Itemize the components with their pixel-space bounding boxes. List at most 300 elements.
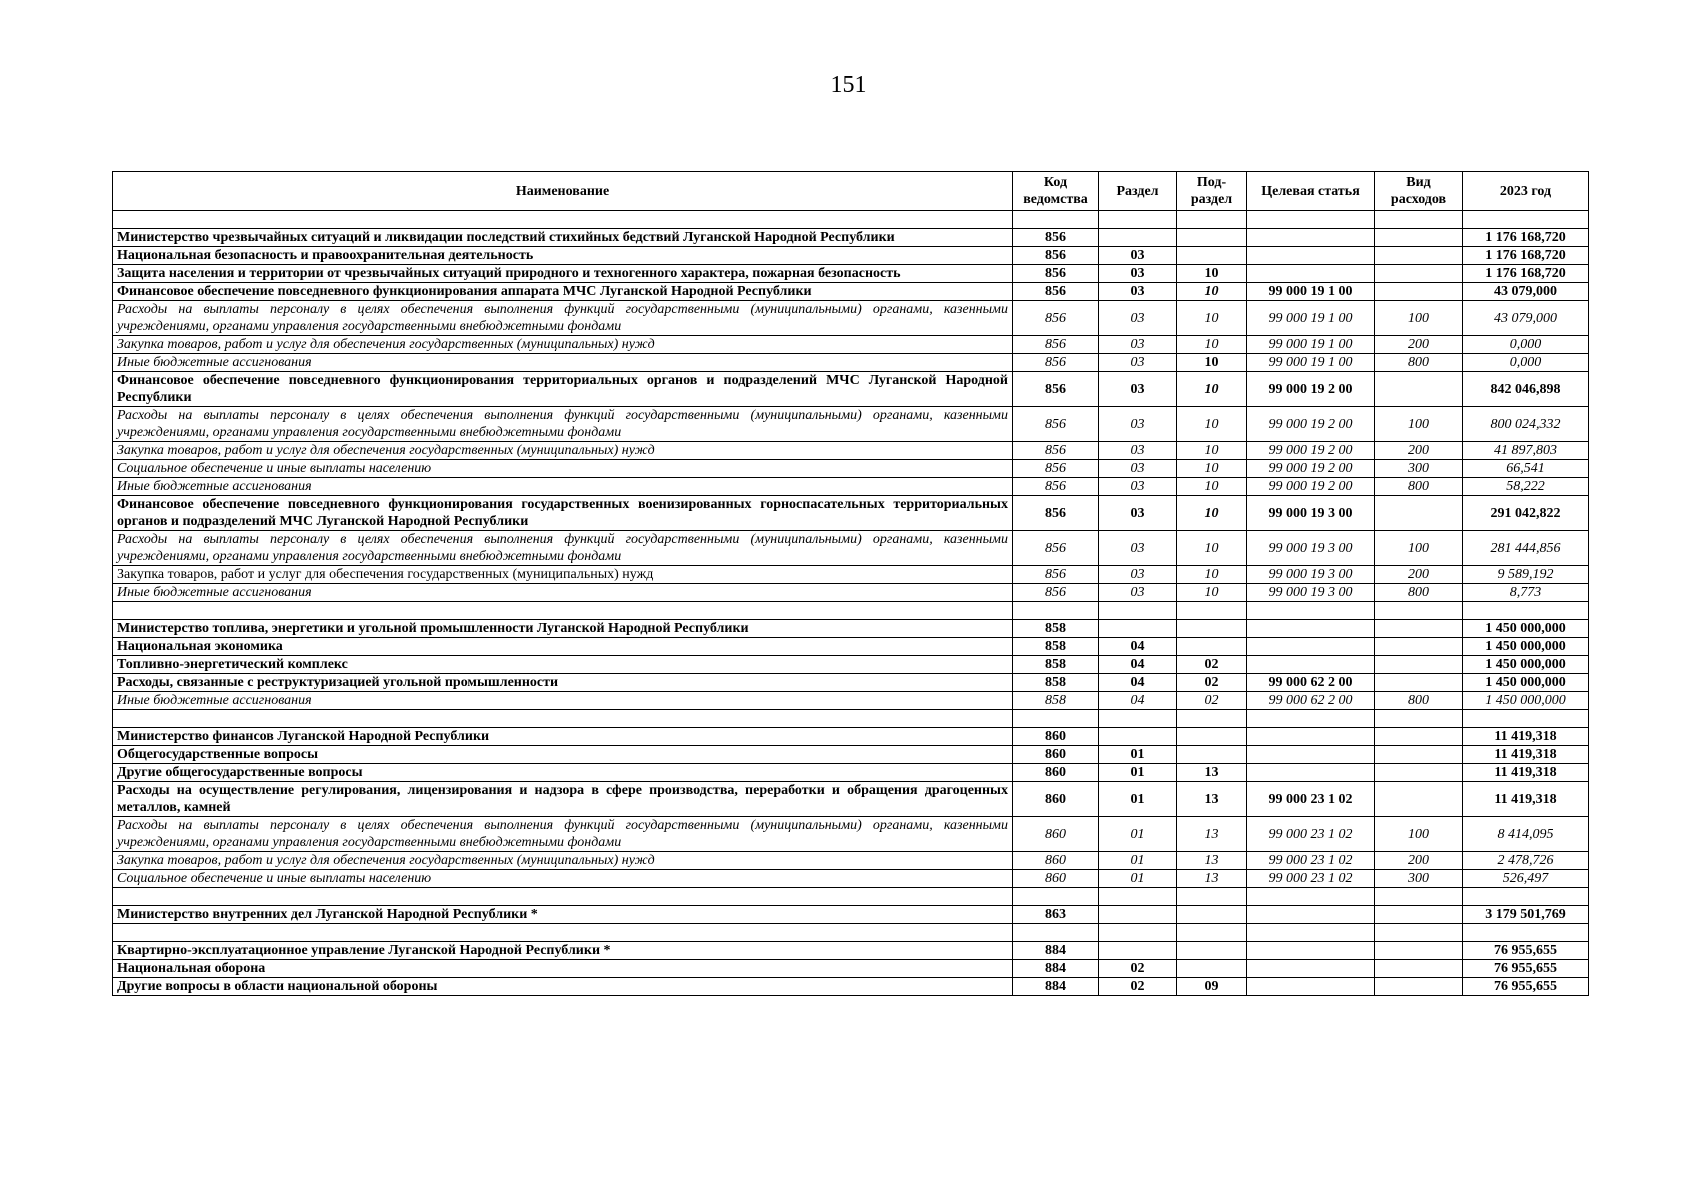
row-name: Национальная экономика <box>113 638 1013 656</box>
row-target <box>1247 764 1375 782</box>
row-section: 03 <box>1099 566 1177 584</box>
row-amount: 1 176 168,720 <box>1463 229 1589 247</box>
row-expense-type: 800 <box>1375 478 1463 496</box>
row-section: 03 <box>1099 247 1177 265</box>
spacer-row <box>113 710 1589 728</box>
row-section: 01 <box>1099 870 1177 888</box>
row-expense-type: 800 <box>1375 354 1463 372</box>
row-amount: 3 179 501,769 <box>1463 906 1589 924</box>
row-name: Финансовое обеспечение повседневного функционирования аппарата МЧС Луганской Народной Республики <box>113 283 1013 301</box>
row-name: Иные бюджетные ассигнования <box>113 692 1013 710</box>
row-section: 02 <box>1099 978 1177 996</box>
row-target <box>1247 924 1375 942</box>
header-section: Раздел <box>1099 172 1177 211</box>
row-amount: 1 450 000,000 <box>1463 692 1589 710</box>
table-row <box>113 852 1589 870</box>
row-amount: 842 046,898 <box>1463 372 1589 407</box>
row-subsection <box>1177 710 1247 728</box>
table-row <box>113 531 1589 566</box>
row-subsection: 09 <box>1177 978 1247 996</box>
row-code: 856 <box>1013 407 1099 442</box>
row-name: Закупка товаров, работ и услуг для обеспечения государственных (муниципальных) нужд <box>113 442 1013 460</box>
row-expense-type: 100 <box>1375 301 1463 336</box>
row-expense-type <box>1375 620 1463 638</box>
table-row <box>113 620 1589 638</box>
row-code: 860 <box>1013 817 1099 852</box>
row-target <box>1247 638 1375 656</box>
row-name <box>113 602 1013 620</box>
row-expense-type <box>1375 247 1463 265</box>
header-target: Целевая статья <box>1247 172 1375 211</box>
row-subsection <box>1177 229 1247 247</box>
row-amount: 11 419,318 <box>1463 728 1589 746</box>
row-subsection: 10 <box>1177 301 1247 336</box>
row-section: 03 <box>1099 442 1177 460</box>
row-code <box>1013 710 1099 728</box>
row-name: Национальная безопасность и правоохранительная деятельность <box>113 247 1013 265</box>
table-row <box>113 566 1589 584</box>
row-code: 860 <box>1013 728 1099 746</box>
row-target <box>1247 978 1375 996</box>
row-code: 858 <box>1013 620 1099 638</box>
table-row <box>113 942 1589 960</box>
row-target <box>1247 620 1375 638</box>
row-section <box>1099 924 1177 942</box>
row-amount: 0,000 <box>1463 336 1589 354</box>
row-section <box>1099 942 1177 960</box>
row-target: 99 000 19 1 00 <box>1247 301 1375 336</box>
budget-table <box>112 171 1589 996</box>
row-target: 99 000 19 3 00 <box>1247 531 1375 566</box>
row-target: 99 000 62 2 00 <box>1247 674 1375 692</box>
row-expense-type <box>1375 211 1463 229</box>
row-code: 858 <box>1013 656 1099 674</box>
row-section: 03 <box>1099 336 1177 354</box>
row-expense-type <box>1375 888 1463 906</box>
row-code: 858 <box>1013 692 1099 710</box>
row-name: Иные бюджетные ассигнования <box>113 478 1013 496</box>
row-target: 99 000 23 1 02 <box>1247 782 1375 817</box>
row-subsection <box>1177 620 1247 638</box>
header-year: 2023 год <box>1463 172 1589 211</box>
row-target <box>1247 728 1375 746</box>
row-amount: 11 419,318 <box>1463 764 1589 782</box>
row-subsection: 02 <box>1177 674 1247 692</box>
table-header-row <box>113 172 1589 211</box>
row-section: 03 <box>1099 301 1177 336</box>
page-number: 151 <box>830 72 867 98</box>
row-amount: 66,541 <box>1463 460 1589 478</box>
table-row <box>113 692 1589 710</box>
table-row <box>113 674 1589 692</box>
row-code: 884 <box>1013 960 1099 978</box>
row-code: 856 <box>1013 442 1099 460</box>
row-section: 03 <box>1099 496 1177 531</box>
table-row <box>113 870 1589 888</box>
table-row <box>113 764 1589 782</box>
row-amount: 291 042,822 <box>1463 496 1589 531</box>
row-amount <box>1463 602 1589 620</box>
row-name: Закупка товаров, работ и услуг для обеспечения государственных (муниципальных) нужд <box>113 852 1013 870</box>
table-row <box>113 229 1589 247</box>
spacer-row <box>113 888 1589 906</box>
row-target <box>1247 656 1375 674</box>
row-name: Другие общегосударственные вопросы <box>113 764 1013 782</box>
row-target <box>1247 746 1375 764</box>
row-name: Иные бюджетные ассигнования <box>113 584 1013 602</box>
row-target <box>1247 229 1375 247</box>
row-target: 99 000 19 1 00 <box>1247 336 1375 354</box>
row-target <box>1247 265 1375 283</box>
row-subsection <box>1177 746 1247 764</box>
row-amount: 1 450 000,000 <box>1463 638 1589 656</box>
table-row <box>113 283 1589 301</box>
row-subsection <box>1177 942 1247 960</box>
table-row <box>113 354 1589 372</box>
row-target: 99 000 62 2 00 <box>1247 692 1375 710</box>
row-section <box>1099 620 1177 638</box>
spacer-row <box>113 924 1589 942</box>
row-section: 01 <box>1099 817 1177 852</box>
row-name: Министерство внутренних дел Луганской Народной Республики * <box>113 906 1013 924</box>
row-section: 04 <box>1099 674 1177 692</box>
row-expense-type <box>1375 656 1463 674</box>
row-code: 856 <box>1013 354 1099 372</box>
row-amount: 1 176 168,720 <box>1463 265 1589 283</box>
row-amount: 1 450 000,000 <box>1463 620 1589 638</box>
table-row <box>113 265 1589 283</box>
row-code: 860 <box>1013 870 1099 888</box>
row-name: Расходы на выплаты персоналу в целях обеспечения выполнения функций государственными (муниципальными) органами, казенными учреждениями, органами управления государственными внебюджетными фондами <box>113 301 1013 336</box>
row-amount: 43 079,000 <box>1463 283 1589 301</box>
row-target: 99 000 19 2 00 <box>1247 372 1375 407</box>
row-subsection: 10 <box>1177 265 1247 283</box>
row-name: Министерство топлива, энергетики и угольной промышленности Луганской Народной Республики <box>113 620 1013 638</box>
row-section: 03 <box>1099 531 1177 566</box>
row-code: 884 <box>1013 942 1099 960</box>
row-amount: 76 955,655 <box>1463 942 1589 960</box>
row-code: 884 <box>1013 978 1099 996</box>
table-row <box>113 372 1589 407</box>
table-row <box>113 656 1589 674</box>
row-expense-type <box>1375 978 1463 996</box>
table-row <box>113 746 1589 764</box>
row-amount: 2 478,726 <box>1463 852 1589 870</box>
row-expense-type: 200 <box>1375 852 1463 870</box>
table-row <box>113 817 1589 852</box>
row-expense-type <box>1375 638 1463 656</box>
row-expense-type <box>1375 710 1463 728</box>
row-name: Финансовое обеспечение повседневного функционирования территориальных органов и подразделений МЧС Луганской Народной Республики <box>113 372 1013 407</box>
row-subsection: 13 <box>1177 852 1247 870</box>
row-subsection: 10 <box>1177 354 1247 372</box>
row-name <box>113 924 1013 942</box>
row-amount: 41 897,803 <box>1463 442 1589 460</box>
row-expense-type <box>1375 782 1463 817</box>
row-name: Общегосударственные вопросы <box>113 746 1013 764</box>
row-expense-type: 300 <box>1375 460 1463 478</box>
row-subsection: 13 <box>1177 817 1247 852</box>
row-subsection: 13 <box>1177 764 1247 782</box>
row-subsection <box>1177 888 1247 906</box>
row-code: 856 <box>1013 247 1099 265</box>
row-code: 856 <box>1013 478 1099 496</box>
table-row <box>113 442 1589 460</box>
row-section: 01 <box>1099 746 1177 764</box>
row-expense-type <box>1375 496 1463 531</box>
row-code: 856 <box>1013 301 1099 336</box>
row-section: 03 <box>1099 354 1177 372</box>
table-row <box>113 584 1589 602</box>
row-amount: 0,000 <box>1463 354 1589 372</box>
row-name: Закупка товаров, работ и услуг для обеспечения государственных (муниципальных) нужд <box>113 566 1013 584</box>
row-name: Защита населения и территории от чрезвычайных ситуаций природного и техногенного характера, пожарная безопасность <box>113 265 1013 283</box>
row-amount <box>1463 924 1589 942</box>
row-code: 856 <box>1013 372 1099 407</box>
row-target <box>1247 960 1375 978</box>
table-row <box>113 960 1589 978</box>
table-row <box>113 336 1589 354</box>
row-subsection <box>1177 906 1247 924</box>
row-section <box>1099 728 1177 746</box>
row-name: Закупка товаров, работ и услуг для обеспечения государственных (муниципальных) нужд <box>113 336 1013 354</box>
row-code: 856 <box>1013 336 1099 354</box>
row-subsection <box>1177 924 1247 942</box>
row-amount: 76 955,655 <box>1463 978 1589 996</box>
row-section: 03 <box>1099 584 1177 602</box>
row-target: 99 000 19 2 00 <box>1247 478 1375 496</box>
row-subsection: 10 <box>1177 372 1247 407</box>
row-target <box>1247 888 1375 906</box>
row-section: 03 <box>1099 478 1177 496</box>
row-amount: 8,773 <box>1463 584 1589 602</box>
row-subsection: 13 <box>1177 870 1247 888</box>
row-section: 03 <box>1099 265 1177 283</box>
row-code: 860 <box>1013 764 1099 782</box>
row-name: Расходы на осуществление регулирования, лицензирования и надзора в сфере производства, переработки и обращения драгоценных металлов, камней <box>113 782 1013 817</box>
row-name: Министерство чрезвычайных ситуаций и ликвидации последствий стихийных бедствий Луганской Народной Республики <box>113 229 1013 247</box>
row-section: 03 <box>1099 460 1177 478</box>
row-expense-type <box>1375 764 1463 782</box>
row-code: 856 <box>1013 531 1099 566</box>
row-amount: 281 444,856 <box>1463 531 1589 566</box>
row-section <box>1099 906 1177 924</box>
row-target <box>1247 942 1375 960</box>
row-code: 858 <box>1013 638 1099 656</box>
row-amount: 43 079,000 <box>1463 301 1589 336</box>
row-expense-type: 300 <box>1375 870 1463 888</box>
row-expense-type: 200 <box>1375 336 1463 354</box>
row-name: Другие вопросы в области национальной обороны <box>113 978 1013 996</box>
row-section <box>1099 888 1177 906</box>
row-expense-type <box>1375 265 1463 283</box>
row-subsection: 10 <box>1177 283 1247 301</box>
row-name: Социальное обеспечение и иные выплаты населению <box>113 870 1013 888</box>
row-target: 99 000 19 1 00 <box>1247 354 1375 372</box>
row-name: Финансовое обеспечение повседневного функционирования государственных военизированных горноспасательных территориальных органов и подразделений МЧС Луганской Народной Республики <box>113 496 1013 531</box>
table-row <box>113 728 1589 746</box>
row-expense-type <box>1375 942 1463 960</box>
row-name: Расходы на выплаты персоналу в целях обеспечения выполнения функций государственными (муниципальными) органами, казенными учреждениями, органами управления государственными внебюджетными фондами <box>113 531 1013 566</box>
row-amount: 58,222 <box>1463 478 1589 496</box>
row-expense-type <box>1375 283 1463 301</box>
row-expense-type: 200 <box>1375 442 1463 460</box>
row-code: 856 <box>1013 265 1099 283</box>
row-amount: 1 450 000,000 <box>1463 674 1589 692</box>
row-expense-type: 100 <box>1375 531 1463 566</box>
row-expense-type: 100 <box>1375 407 1463 442</box>
row-amount <box>1463 710 1589 728</box>
table-row <box>113 407 1589 442</box>
row-code <box>1013 888 1099 906</box>
row-amount: 8 414,095 <box>1463 817 1589 852</box>
row-section <box>1099 710 1177 728</box>
row-name: Расходы, связанные с реструктуризацией угольной промышленности <box>113 674 1013 692</box>
row-target: 99 000 19 3 00 <box>1247 584 1375 602</box>
row-expense-type: 200 <box>1375 566 1463 584</box>
row-subsection <box>1177 247 1247 265</box>
table-row <box>113 638 1589 656</box>
row-code <box>1013 211 1099 229</box>
row-name: Квартирно-эксплуатационное управление Луганской Народной Республики * <box>113 942 1013 960</box>
row-section: 04 <box>1099 692 1177 710</box>
row-subsection <box>1177 211 1247 229</box>
row-subsection: 10 <box>1177 460 1247 478</box>
row-subsection <box>1177 602 1247 620</box>
row-target: 99 000 19 3 00 <box>1247 496 1375 531</box>
row-expense-type <box>1375 728 1463 746</box>
row-code: 856 <box>1013 229 1099 247</box>
row-amount: 1 450 000,000 <box>1463 656 1589 674</box>
row-section: 01 <box>1099 764 1177 782</box>
row-code: 856 <box>1013 584 1099 602</box>
row-target: 99 000 23 1 02 <box>1247 852 1375 870</box>
row-name: Национальная оборона <box>113 960 1013 978</box>
row-subsection: 13 <box>1177 782 1247 817</box>
row-code: 860 <box>1013 746 1099 764</box>
row-amount <box>1463 888 1589 906</box>
row-target <box>1247 211 1375 229</box>
row-target <box>1247 602 1375 620</box>
row-section: 01 <box>1099 852 1177 870</box>
row-code: 863 <box>1013 906 1099 924</box>
header-code: Код ведомства <box>1013 172 1099 211</box>
row-expense-type: 800 <box>1375 692 1463 710</box>
row-subsection: 10 <box>1177 531 1247 566</box>
row-section: 03 <box>1099 283 1177 301</box>
row-amount: 1 176 168,720 <box>1463 247 1589 265</box>
row-code: 856 <box>1013 496 1099 531</box>
row-section: 02 <box>1099 960 1177 978</box>
row-amount: 800 024,332 <box>1463 407 1589 442</box>
row-expense-type <box>1375 924 1463 942</box>
row-amount: 11 419,318 <box>1463 746 1589 764</box>
row-amount: 76 955,655 <box>1463 960 1589 978</box>
row-code: 856 <box>1013 566 1099 584</box>
row-subsection <box>1177 638 1247 656</box>
table-row <box>113 906 1589 924</box>
row-subsection: 10 <box>1177 496 1247 531</box>
row-name <box>113 888 1013 906</box>
row-section: 03 <box>1099 407 1177 442</box>
header-name: Наименование <box>113 172 1013 211</box>
row-section: 03 <box>1099 372 1177 407</box>
row-subsection: 10 <box>1177 584 1247 602</box>
row-target: 99 000 19 1 00 <box>1247 283 1375 301</box>
row-target <box>1247 710 1375 728</box>
row-subsection: 10 <box>1177 336 1247 354</box>
row-target: 99 000 23 1 02 <box>1247 870 1375 888</box>
table-row <box>113 496 1589 531</box>
row-name: Социальное обеспечение и иные выплаты населению <box>113 460 1013 478</box>
row-expense-type <box>1375 960 1463 978</box>
table-row <box>113 782 1589 817</box>
row-section: 04 <box>1099 656 1177 674</box>
spacer-row <box>113 602 1589 620</box>
row-target: 99 000 19 2 00 <box>1247 442 1375 460</box>
row-name <box>113 710 1013 728</box>
row-target: 99 000 19 3 00 <box>1247 566 1375 584</box>
row-section: 04 <box>1099 638 1177 656</box>
row-expense-type <box>1375 746 1463 764</box>
row-expense-type <box>1375 906 1463 924</box>
row-expense-type <box>1375 229 1463 247</box>
row-expense-type: 100 <box>1375 817 1463 852</box>
row-name: Расходы на выплаты персоналу в целях обеспечения выполнения функций государственными (муниципальными) органами, казенными учреждениями, органами управления государственными внебюджетными фондами <box>113 407 1013 442</box>
table-row <box>113 478 1589 496</box>
spacer-row <box>113 211 1589 229</box>
header-subsection: Под-раздел <box>1177 172 1247 211</box>
row-section <box>1099 211 1177 229</box>
row-subsection <box>1177 728 1247 746</box>
table-row <box>113 978 1589 996</box>
row-subsection: 10 <box>1177 407 1247 442</box>
row-amount <box>1463 211 1589 229</box>
row-subsection: 10 <box>1177 478 1247 496</box>
table-row <box>113 247 1589 265</box>
row-target <box>1247 247 1375 265</box>
row-expense-type <box>1375 674 1463 692</box>
row-code: 860 <box>1013 852 1099 870</box>
row-target: 99 000 19 2 00 <box>1247 407 1375 442</box>
row-target: 99 000 19 2 00 <box>1247 460 1375 478</box>
header-expense-type: Вид расходов <box>1375 172 1463 211</box>
row-target <box>1247 906 1375 924</box>
table-row <box>113 301 1589 336</box>
row-target: 99 000 23 1 02 <box>1247 817 1375 852</box>
row-name: Топливно-энергетический комплекс <box>113 656 1013 674</box>
row-code: 858 <box>1013 674 1099 692</box>
row-expense-type <box>1375 602 1463 620</box>
row-expense-type: 800 <box>1375 584 1463 602</box>
table-row <box>113 460 1589 478</box>
row-code: 856 <box>1013 283 1099 301</box>
row-subsection: 02 <box>1177 692 1247 710</box>
row-section: 01 <box>1099 782 1177 817</box>
row-name: Министерство финансов Луганской Народной Республики <box>113 728 1013 746</box>
row-name: Иные бюджетные ассигнования <box>113 354 1013 372</box>
row-expense-type <box>1375 372 1463 407</box>
row-code: 860 <box>1013 782 1099 817</box>
row-name <box>113 211 1013 229</box>
row-subsection <box>1177 960 1247 978</box>
row-code <box>1013 602 1099 620</box>
row-code: 856 <box>1013 460 1099 478</box>
row-subsection: 10 <box>1177 566 1247 584</box>
row-section <box>1099 229 1177 247</box>
table-body <box>113 211 1589 996</box>
row-amount: 11 419,318 <box>1463 782 1589 817</box>
